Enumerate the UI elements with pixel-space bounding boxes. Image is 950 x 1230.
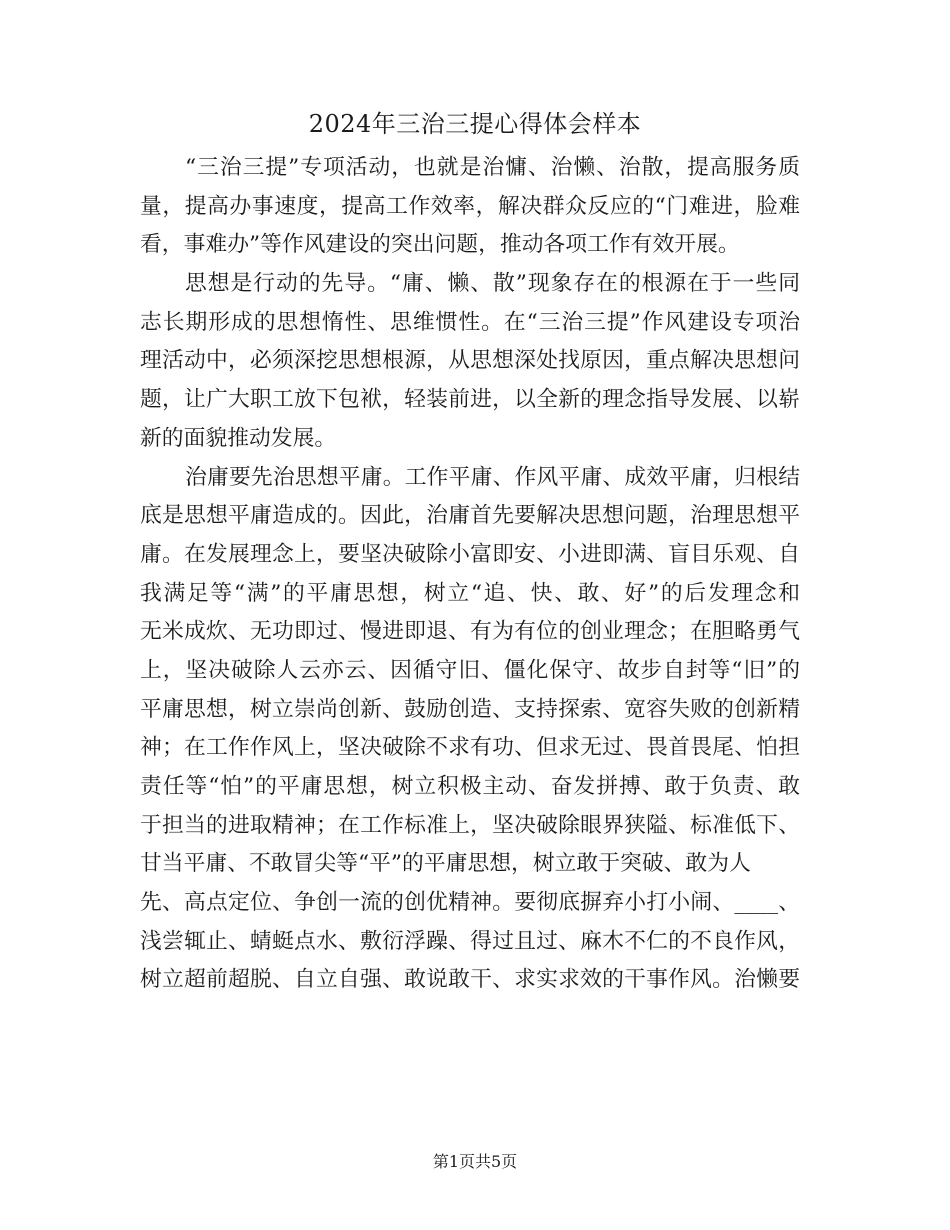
paragraph-3 [140, 459, 800, 1001]
text-line: 上，坚决破除人云亦云、因循守旧、僵化保守、故步自封等“旧”的 [140, 657, 800, 683]
document-title: 2024年三治三提心得体会样本 [308, 110, 642, 138]
text-line: 底是思想平庸造成的。因此，治庸首先要解决思想问题，治理思想平 [140, 503, 800, 529]
document-body [140, 149, 800, 1000]
text-line: 庸。在发展理念上，要坚决破除小富即安、小进即满、盲目乐观、自 [140, 541, 800, 567]
text-line: 甘当平庸、不敢冒尖等“平”的平庸思想，树立敢于突破、敢为人 [140, 851, 751, 877]
text-line: 责任等“怕”的平庸思想，树立积极主动、奋发拼搏、敢于负责、敢 [140, 774, 800, 799]
text-line: 题，让广大职工放下包袱，轻装前进，以全新的理念指导发展、以崭 [140, 387, 800, 413]
text-line: 于担当的进取精神；在工作标准上，坚决破除眼界狭隘、标准低下、 [140, 812, 800, 838]
text-line: 无米成炊、无功即过、慢进即退、有为有位的创业理念；在胆略勇气 [140, 619, 800, 645]
text-line: 看，事难办”等作风建设的突出问题，推动各项工作有效开展。 [140, 232, 740, 258]
text-line: 量，提高办事速度，提高工作效率，解决群众反应的“门难进，脸难 [140, 193, 800, 219]
text-line: 树立超前超脱、自立自强、敢说敢干、求实求效的干事作风。治懒要 [140, 967, 800, 993]
text-line: 理活动中，必须深挖思想根源，从思想深处找原因，重点解决思想问 [140, 348, 800, 374]
paragraph-2 [140, 265, 800, 458]
text-line: 浅尝辄止、蜻蜓点水、敷衍浮躁、得过且过、麻木不仁的不良作风， [140, 928, 800, 954]
text-line: 我满足等“满”的平庸思想，树立“追、快、敢、好”的后发理念和 [140, 580, 800, 606]
page-number-footer: 第1页共5页 [432, 1152, 518, 1171]
text-line: “三治三提”专项活动，也就是治慵、治懒、治散，提高服务质 [185, 155, 800, 180]
text-line: 平庸思想，树立崇尚创新、鼓励创造、支持探索、宽容失败的创新精 [140, 696, 800, 722]
text-line: 神；在工作作风上，坚决破除不求有功、但求无过、畏首畏尾、怕担 [140, 735, 800, 761]
text-line: 新的面貌推动发展。 [140, 425, 337, 451]
text-line: 先、高点定位、争创一流的创优精神。要彻底摒弃小打小闹、____、 [140, 890, 800, 916]
text-line: 思想是行动的先导。“庸、懒、散”现象存在的根源在于一些同 [185, 271, 800, 297]
text-line: 治庸要先治思想平庸。工作平庸、作风平庸、成效平庸，归根结 [185, 464, 800, 490]
text-line: 志长期形成的思想惰性、思维惯性。在“三治三提”作风建设专项治 [140, 309, 800, 335]
paragraph-1 [140, 149, 800, 265]
